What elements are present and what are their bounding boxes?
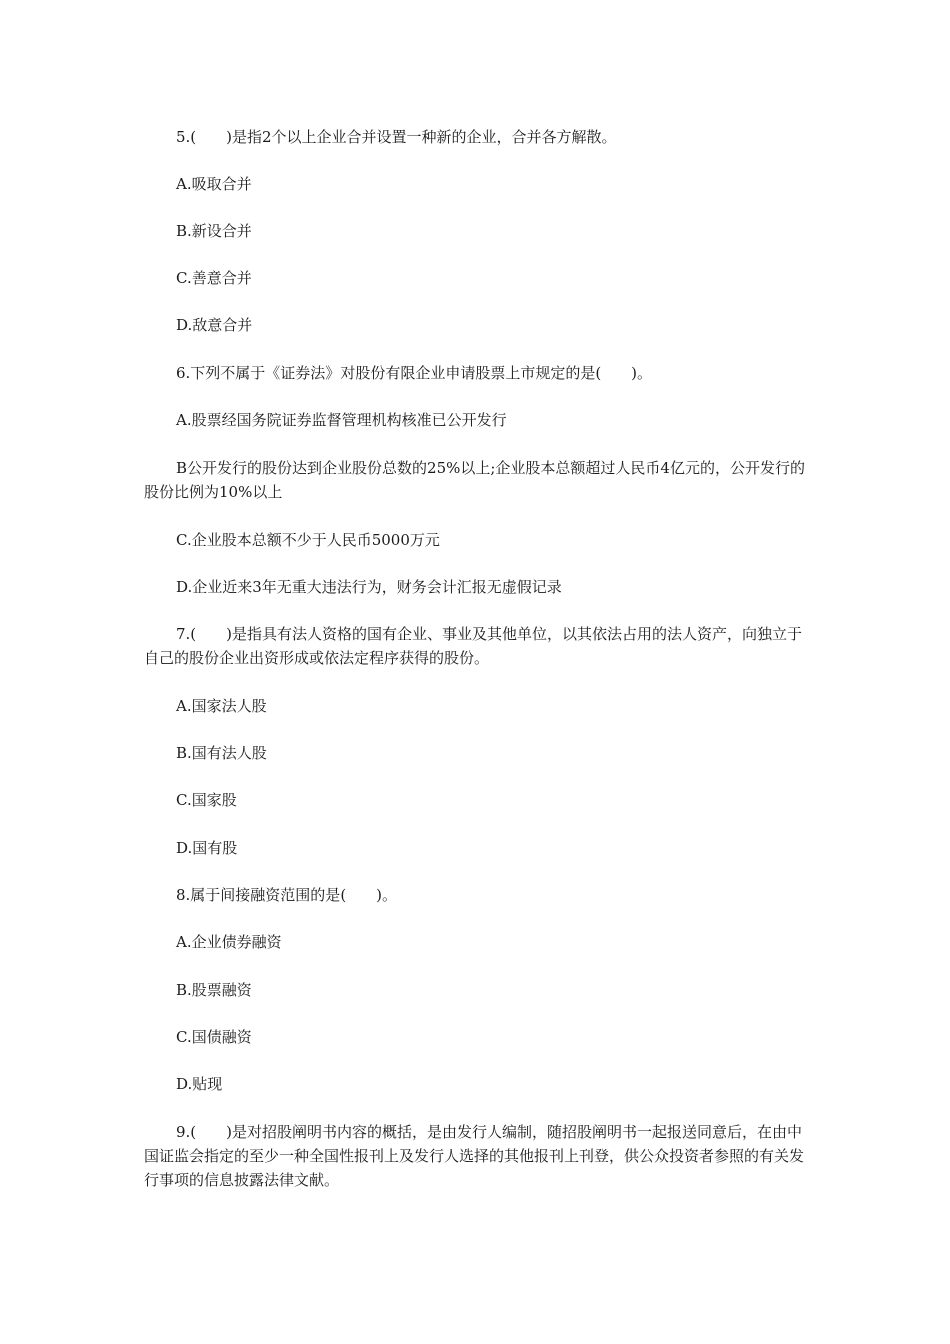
q5-option-d: D.敌意合并: [176, 316, 253, 334]
question-5: 5.( )是指2个以上企业合并设置一种新的企业，合并各方解散。: [176, 128, 617, 146]
q8-option-c: C.国债融资: [176, 1028, 252, 1046]
q6-option-d: D.企业近来3年无重大违法行为，财务会计汇报无虚假记录: [176, 578, 562, 596]
question-6: 6.下列不属于《证券法》对股份有限企业申请股票上市规定的是( )。: [176, 364, 653, 382]
q5-option-a: A.吸取合并: [176, 175, 252, 193]
q8-option-a: A.企业债券融资: [176, 933, 282, 951]
question-7: 7.( )是指具有法人资格的国有企业、事业及其他单位，以其依法占用的法人资产，向独立于自己的股份企业出资形成或依法定程序获得的股份。: [144, 625, 803, 667]
q7-option-d: D.国有股: [176, 839, 238, 857]
question-8: 8.属于间接融资范围的是( )。: [176, 886, 398, 904]
q7-option-c: C.国家股: [176, 791, 237, 809]
q5-option-c: C.善意合并: [176, 269, 252, 287]
q6-option-c: C.企业股本总额不少于人民币5000万元: [176, 531, 440, 549]
q7-option-b: B.国有法人股: [176, 744, 267, 762]
q6-option-b: B公开发行的股份达到企业股份总数的25%以上;企业股本总额超过人民币4亿元的，公开发行的股份比例为10%以上: [144, 459, 805, 501]
q6-option-a: A.股票经国务院证券监督管理机构核准已公开发行: [176, 411, 507, 429]
q5-option-b: B.新设合并: [176, 222, 252, 240]
q7-option-a: A.国家法人股: [176, 697, 267, 715]
question-9: 9.( )是对招股阐明书内容的概括，是由发行人编制，随招股阐明书一起报送同意后，在由中国证监会指定的至少一种全国性报刊上及发行人选择的其他报刊上刊登，供公众投资者参照的有关发行事项的信息披露法律文献。: [144, 1123, 805, 1189]
q8-option-b: B.股票融资: [176, 981, 252, 999]
q8-option-d: D.贴现: [176, 1075, 223, 1093]
